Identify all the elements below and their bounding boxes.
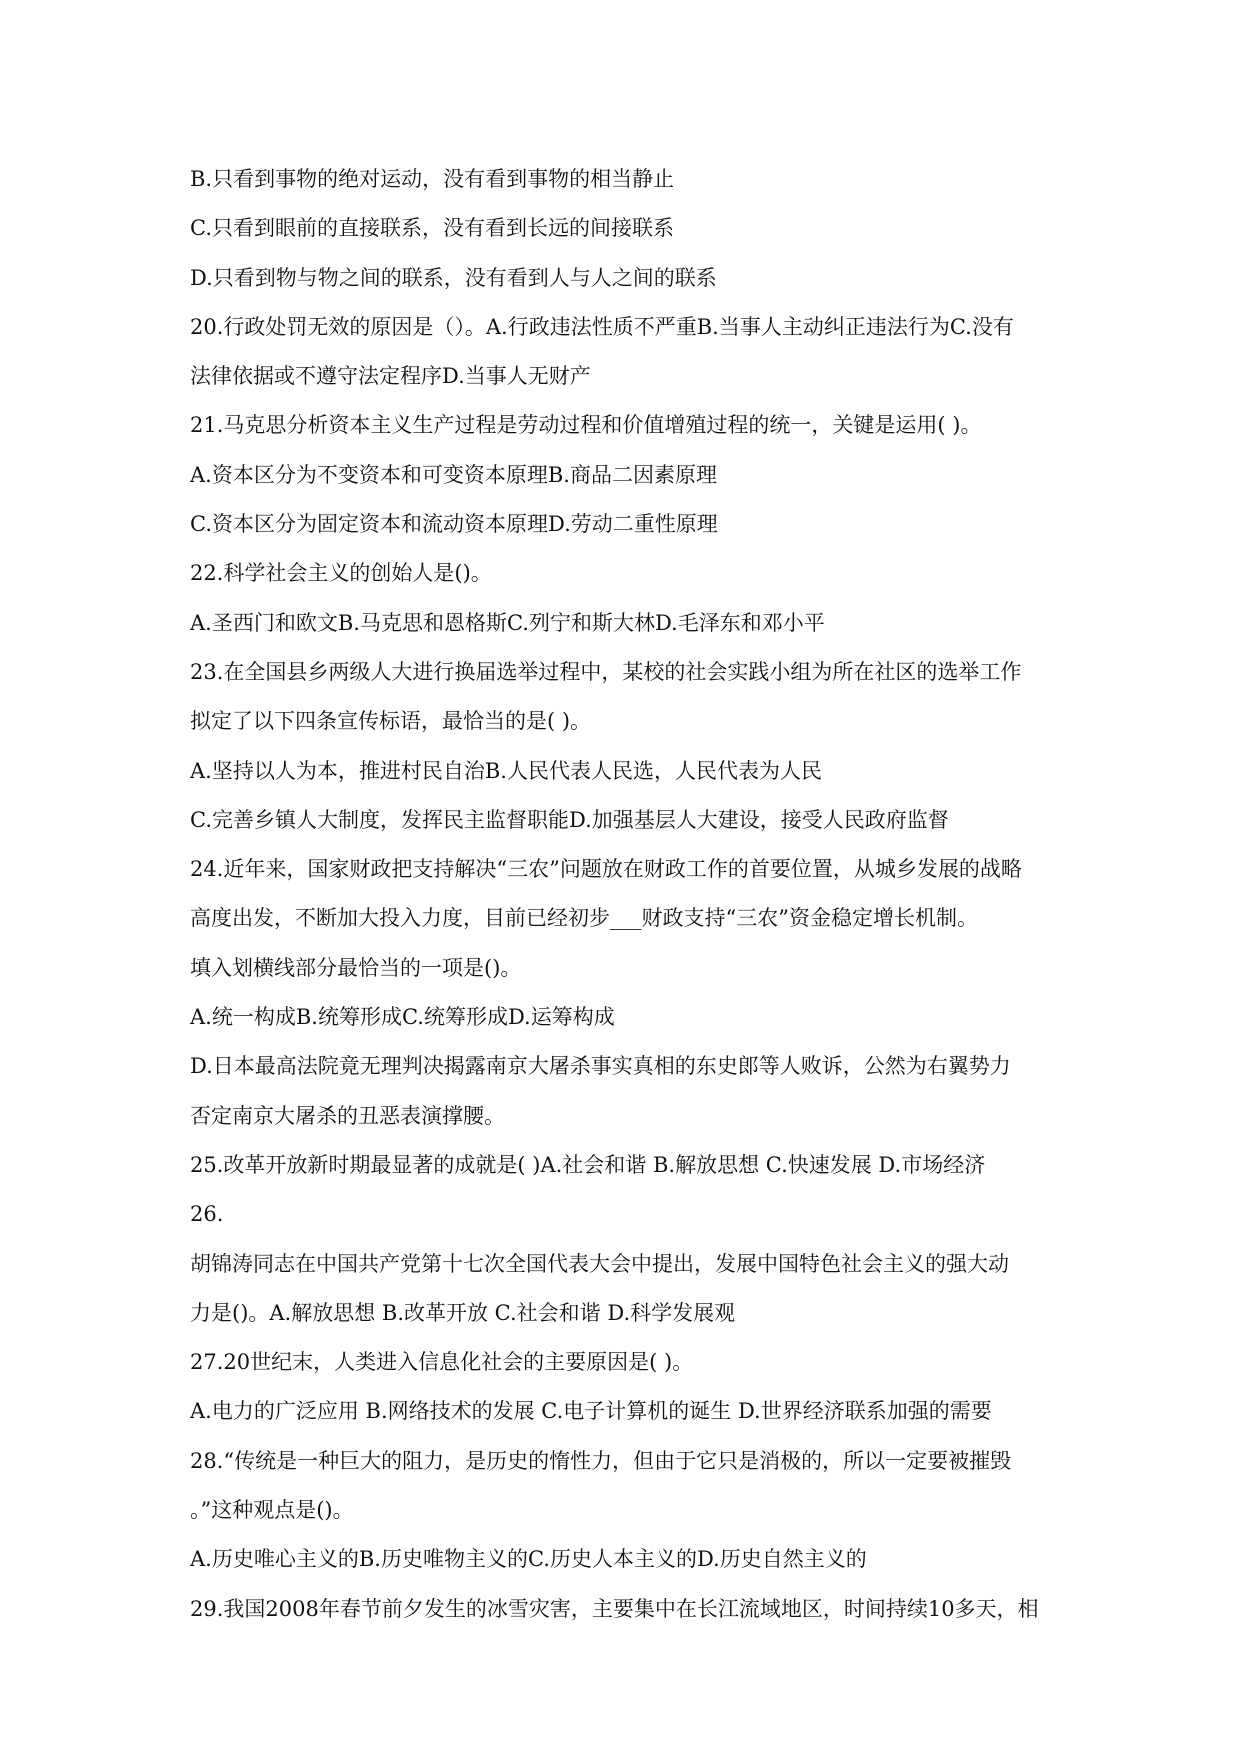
text-line: A.资本区分为不变资本和可变资本原理B.商品二因素原理 — [190, 462, 717, 487]
text-line: 23.在全国县乡两级人大进行换届选举过程中，某校的社会实践小组为所在社区的选举工作 — [190, 659, 1022, 684]
text-line: 高度出发，不断加大投入力度，目前已经初步___财政支持“三农”资金稳定增长机制。 — [190, 906, 978, 931]
text-line: 27.20世纪末，人类进入信息化社会的主要原因是( )。 — [190, 1350, 694, 1375]
text-line: 拟定了以下四条宣传标语，最恰当的是( )。 — [190, 709, 592, 734]
text-line: 20.行政处罚无效的原因是（）。A.行政违法性质不严重B.当事人主动纠正违法行为C.没有 — [190, 314, 1014, 339]
text-line: C.只看到眼前的直接联系，没有看到长远的间接联系 — [190, 216, 674, 241]
text-line: 24.近年来，国家财政把支持解决“三农”问题放在财政工作的首要位置，从城乡发展的战略 — [190, 857, 1022, 882]
text-line: 力是()。A.解放思想 B.改革开放 C.社会和谐 D.科学发展观 — [190, 1300, 736, 1325]
text-line: A.电力的广泛应用 B.网络技术的发展 C.电子计算机的诞生 D.世界经济联系加强的需要 — [190, 1399, 992, 1424]
document-body — [190, 155, 1070, 1634]
text-line: A.坚持以人为本，推进村民自治B.人民代表人民选，人民代表为人民 — [190, 758, 822, 783]
text-line: B.只看到事物的绝对运动，没有看到事物的相当静止 — [190, 167, 675, 191]
text-line: 29.我国2008年春节前夕发生的冰雪灾害，主要集中在长江流域地区，时间持续10多天，相 — [190, 1596, 1039, 1621]
text-line: D.日本最高法院竟无理判决揭露南京大屠杀事实真相的东史郎等人败诉，公然为右翼势力 — [190, 1054, 1011, 1079]
text-line: A.历史唯心主义的B.历史唯物主义的C.历史人本主义的D.历史自然主义的 — [190, 1547, 867, 1572]
text-line: D.只看到物与物之间的联系，没有看到人与人之间的联系 — [190, 265, 717, 290]
text-line: 22.科学社会主义的创始人是()。 — [190, 561, 492, 586]
text-line: 胡锦涛同志在中国共产党第十七次全国代表大会中提出，发展中国特色社会主义的强大动 — [190, 1251, 1009, 1276]
text-line: 28.“传统是一种巨大的阻力，是历史的惰性力，但由于它只是消极的，所以一定要被摧毁 — [190, 1448, 1012, 1473]
text-line: 否定南京大屠杀的丑恶表演撑腰。 — [190, 1103, 505, 1128]
text-line: 26. — [190, 1202, 224, 1227]
text-line: A.圣西门和欧文B.马克思和恩格斯C.列宁和斯大林D.毛泽东和邓小平 — [190, 610, 825, 635]
text-line: 21.马克思分析资本主义生产过程是劳动过程和价值增殖过程的统一，关键是运用( )。 — [190, 413, 982, 438]
text-line: 填入划横线部分最恰当的一项是()。 — [190, 955, 522, 980]
text-line: C.资本区分为固定资本和流动资本原理D.劳动二重性原理 — [190, 512, 718, 537]
text-line: 25.改革开放新时期最显著的成就是( )A.社会和谐 B.解放思想 C.快速发展 D.市场经济 — [190, 1152, 986, 1177]
text-line: A.统一构成B.统筹形成C.统筹形成D.运筹构成 — [190, 1005, 615, 1030]
text-line: 。”这种观点是()。 — [190, 1498, 354, 1523]
text-line: C.完善乡镇人大制度，发挥民主监督职能D.加强基层人大建设，接受人民政府监督 — [190, 807, 949, 832]
text-line: 法律依据或不遵守法定程序D.当事人无财产 — [190, 364, 591, 389]
